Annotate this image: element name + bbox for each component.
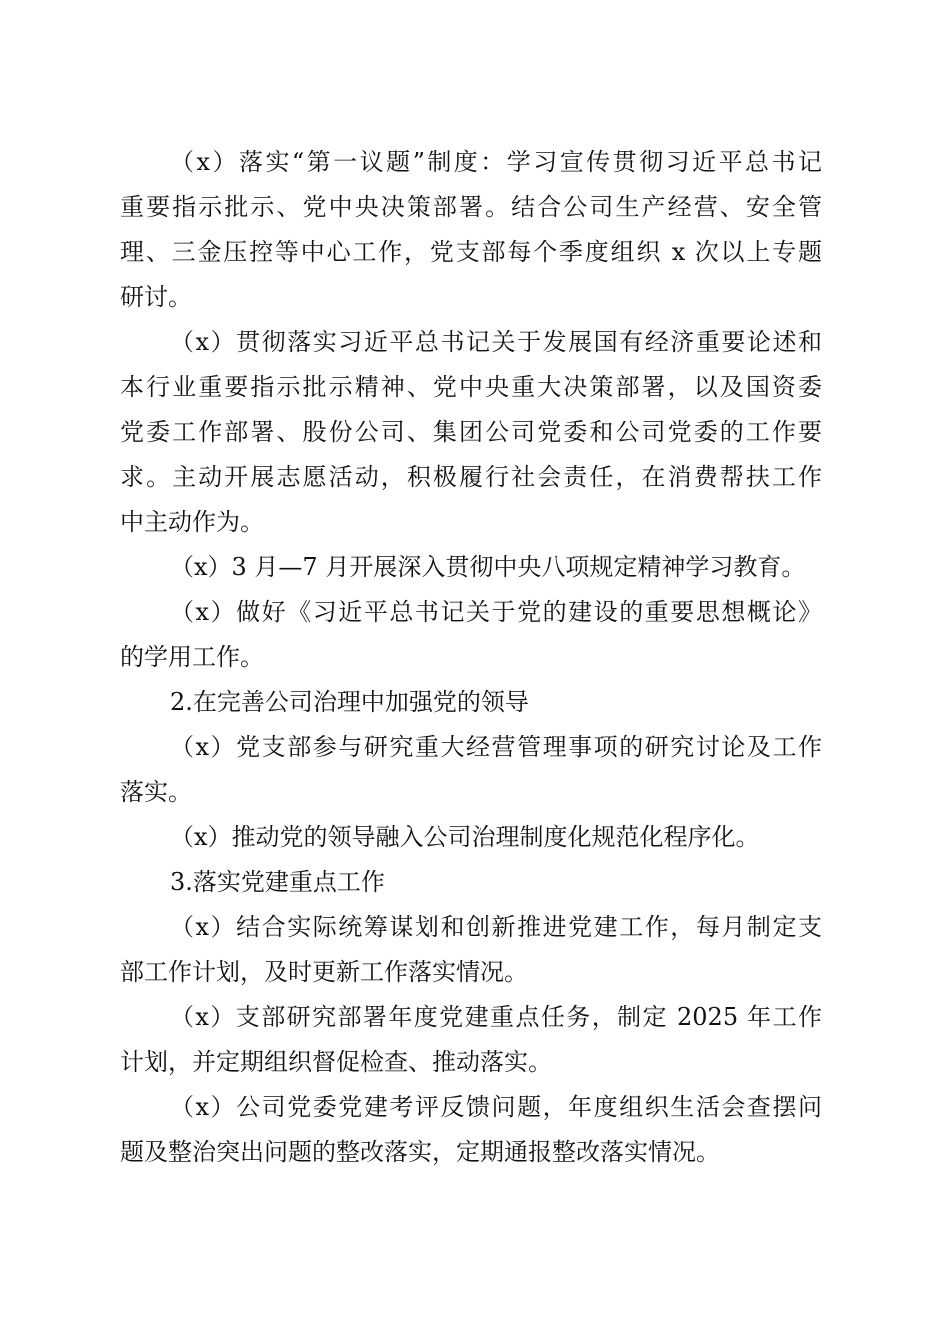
text-line: 计划，并定期组织督促检查、推动落实。 [120,1048,552,1076]
text-line: （x）推动党的领导融入公司治理制度化规范化程序化。 [170,823,760,851]
text-line: 部工作计划，及时更新工作落实情况。 [120,958,528,986]
paragraph [120,140,822,320]
text-line: （x）落实“第一议题”制度：学习宣传贯彻习近平总书记 [170,148,822,176]
paragraph [120,815,822,860]
text-line: 的学用工作。 [120,643,264,671]
paragraph [120,1085,822,1175]
section-heading [120,680,822,725]
text-line: （x）公司党委党建考评反馈问题，年度组织生活会查摆问 [170,1093,822,1121]
document-page [120,140,822,1175]
text-line: （x）3 月—7 月开展深入贯彻中央八项规定精神学习教育。 [170,553,806,581]
paragraph [120,590,822,680]
paragraph [120,320,822,545]
paragraph [120,545,822,590]
text-line: （x）支部研究部署年度党建重点任务，制定 2025 年工作 [170,1003,822,1031]
text-line: 3.落实党建重点工作 [170,868,385,896]
paragraph [120,905,822,995]
text-line: （x）做好《习近平总书记关于党的建设的重要思想概论》 [170,598,822,626]
text-line: 落实。 [120,778,192,806]
text-line: 题及整治突出问题的整改落实，定期通报整改落实情况。 [120,1138,720,1166]
section-heading [120,860,822,905]
text-line: 理、三金压控等中心工作，党支部每个季度组织 x 次以上专题 [120,238,822,266]
text-line: 中主动作为。 [120,508,264,536]
text-line: （x）党支部参与研究重大经营管理事项的研究讨论及工作 [170,733,822,761]
text-line: 重要指示批示、党中央决策部署。结合公司生产经营、安全管 [120,193,822,221]
paragraph [120,725,822,815]
text-line: 研讨。 [120,283,192,311]
text-line: 党委工作部署、股份公司、集团公司党委和公司党委的工作要 [120,418,822,446]
text-line: （x）结合实际统筹谋划和创新推进党建工作，每月制定支 [170,913,822,941]
text-line: （x）贯彻落实习近平总书记关于发展国有经济重要论述和 [170,328,822,356]
text-line: 求。主动开展志愿活动，积极履行社会责任，在消费帮扶工作 [120,463,822,491]
text-line: 本行业重要指示批示精神、党中央重大决策部署，以及国资委 [120,373,822,401]
paragraph [120,995,822,1085]
text-line: 2.在完善公司治理中加强党的领导 [170,688,529,716]
